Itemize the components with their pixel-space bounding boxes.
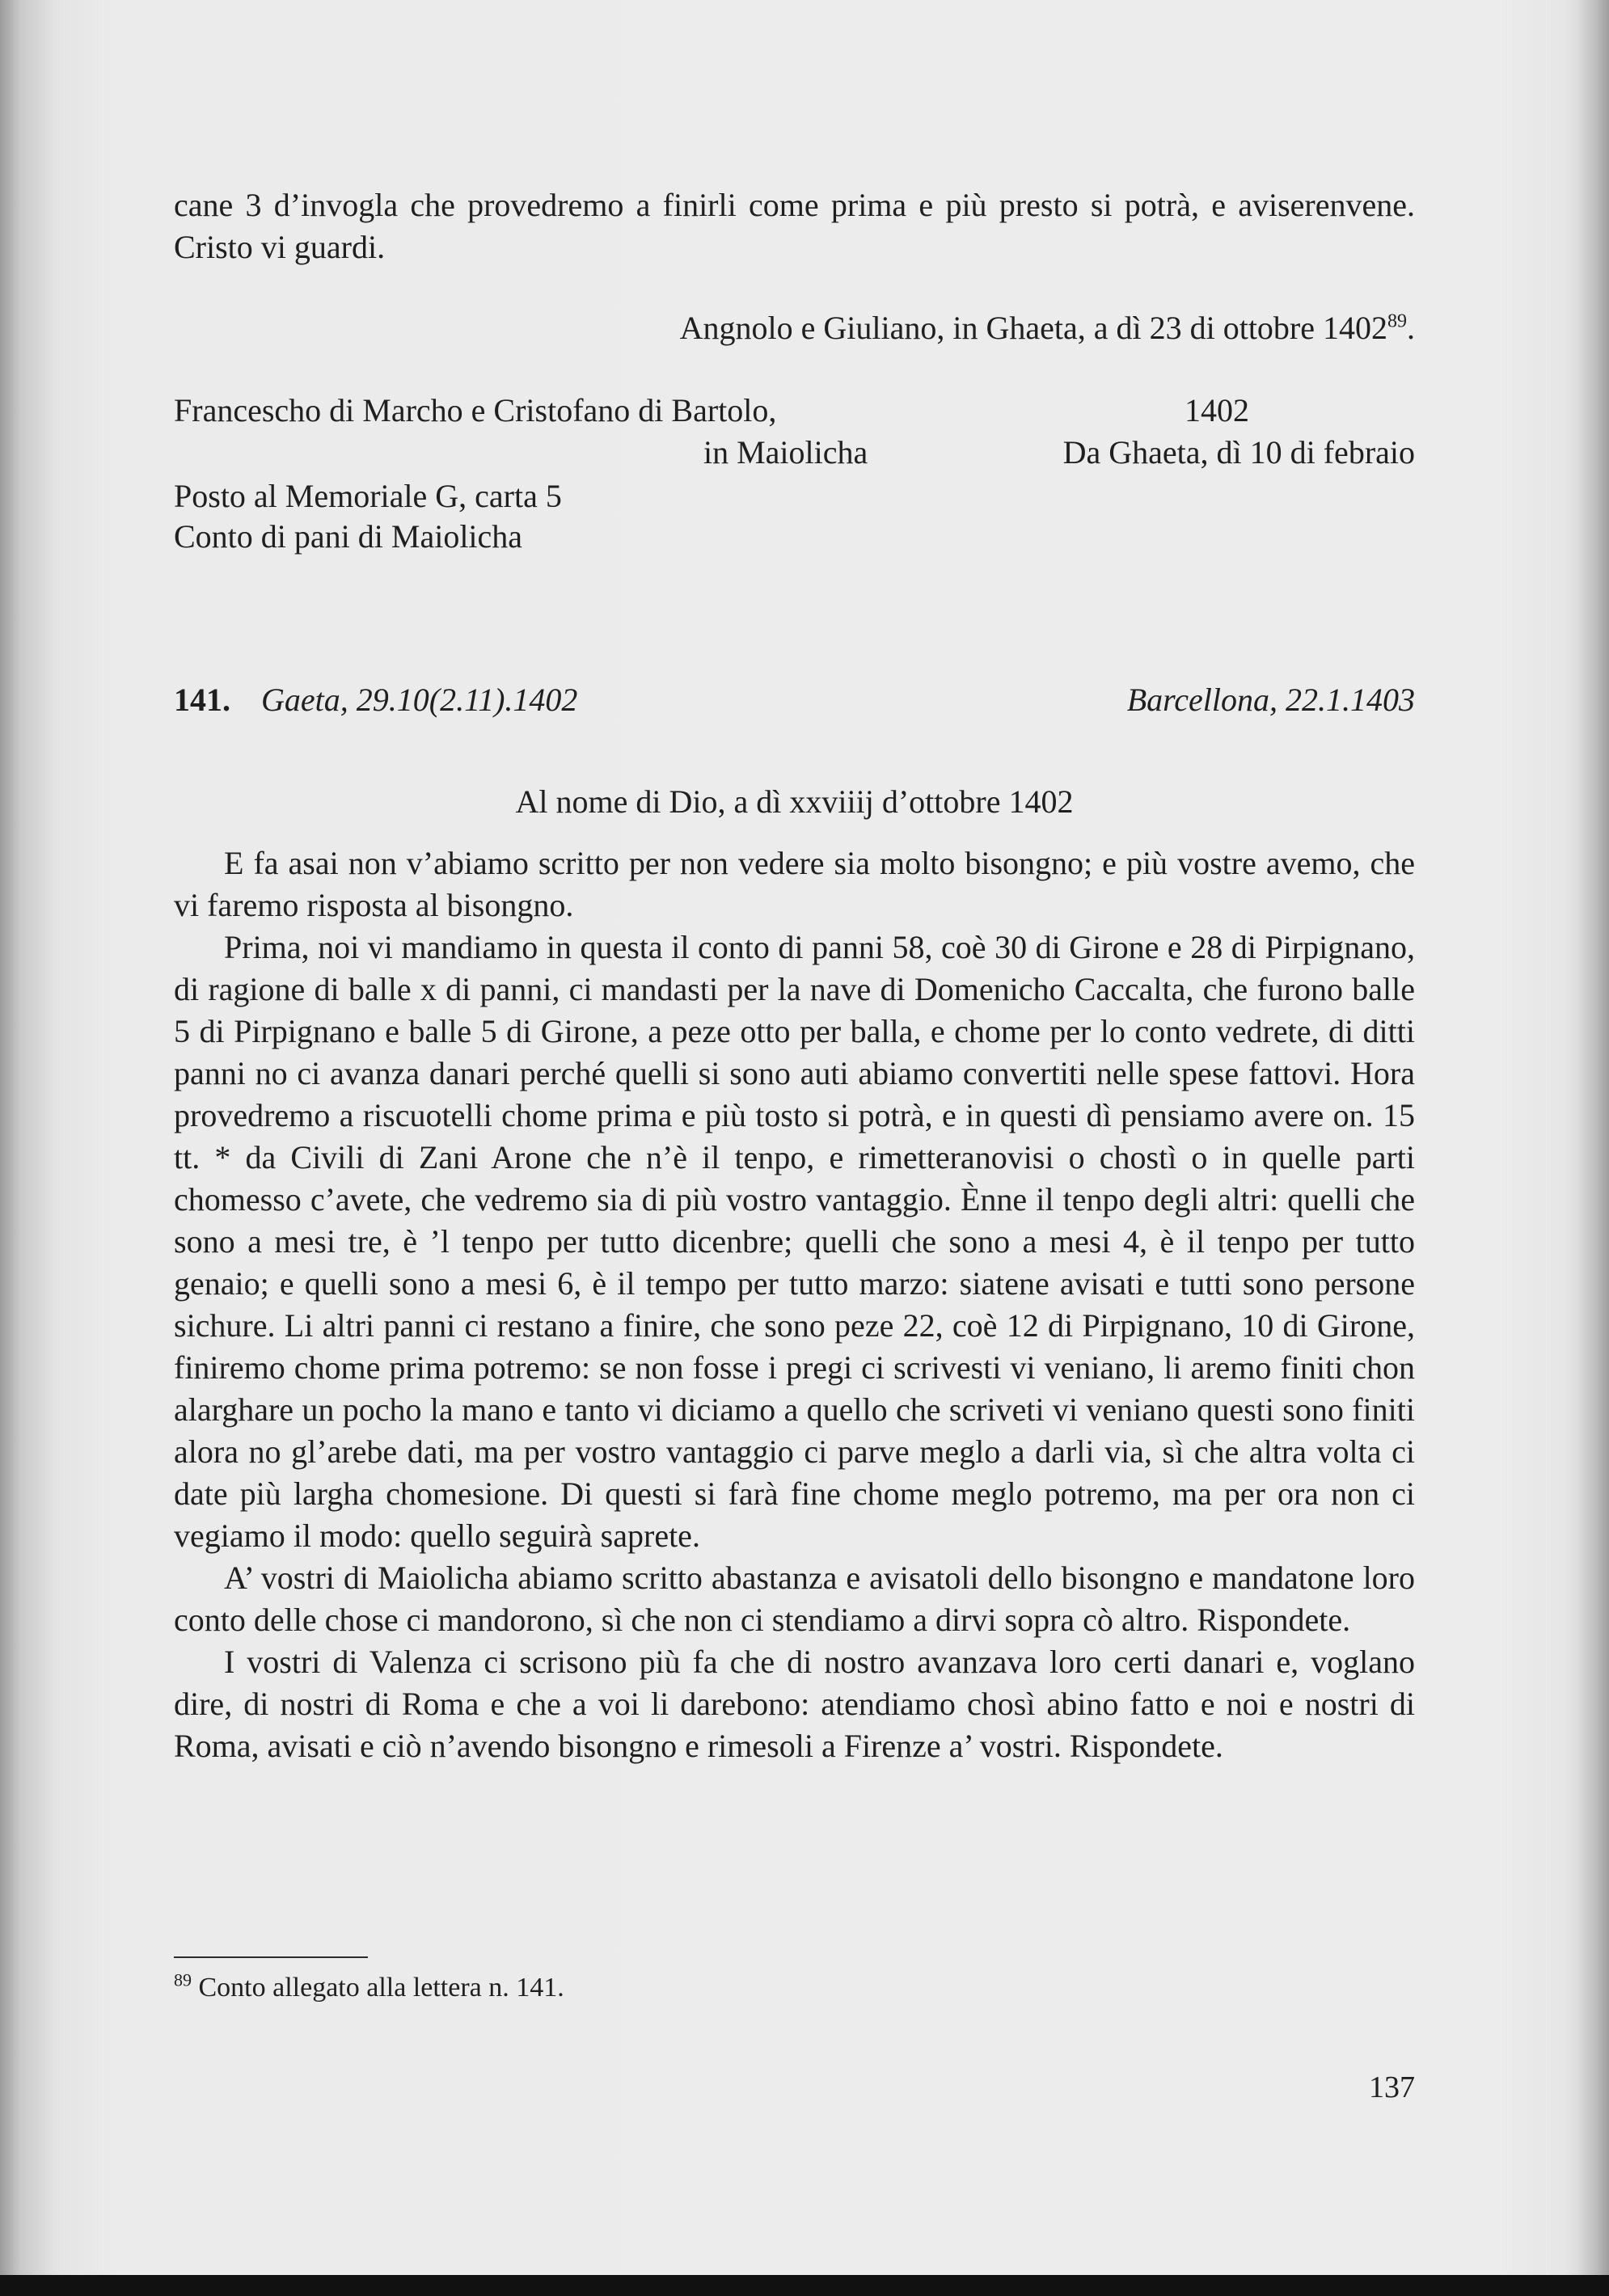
address-recipient: Francescho di Marcho e Cristofano di Bartolo,: [174, 392, 777, 428]
letter-number: 141.: [174, 682, 230, 718]
account-line: Conto di pani di Maiolicha: [174, 518, 523, 555]
signature: Angnolo e Giuliano, in Ghaeta, a dì 23 di ottobre 1402: [679, 310, 1387, 346]
footnote-ref: 89: [1387, 310, 1407, 332]
address-origin: Da Ghaeta, dì 10 di febraio: [1062, 434, 1415, 471]
letter-paragraph: A’ vostri di Maiolicha abiamo scritto abastanza e avisatoli dello bisongno e mandatone loro conto delle chose ci mandorono, sì che non ci stendiamo a dirvi sopra cò altro. Rispondete.: [174, 1560, 1415, 1638]
footnote-number: 89: [174, 1969, 192, 1990]
footnote-text: Conto allegato alla lettera n. 141.: [198, 1973, 564, 2003]
memo-line: Posto al Memoriale G, carta 5: [174, 478, 562, 514]
letter-body: [174, 842, 1415, 1767]
opening-paragraph: [174, 184, 1415, 268]
page-number: 137: [1369, 2070, 1415, 2104]
letter-destination: Barcellona, 22.1.1403: [1126, 682, 1415, 718]
letter-paragraph: I vostri di Valenza ci scrisono più fa che di nostro avanzava loro certi danari e, voglano dire, di nostri di Roma e che a voi li darebono: atendiamo chosì abino fatto e noi e nostri di Roma, avisati e ciò n’avendo bisongno e rimesoli a Firenze a’ vostri. Rispondete.: [174, 1644, 1415, 1764]
address-year: 1402: [1185, 392, 1249, 428]
scan-bottom-edge: [0, 2275, 1609, 2296]
letter-heading: Al nome di Dio, a dì xxviiij d’ottobre 1402: [515, 783, 1074, 820]
page-fold-shadow: [1577, 0, 1609, 2296]
opening-line-1: cane 3 d’invogla che provedremo a finirli come prima e più presto si potrà, e aviserenvene.: [174, 187, 1415, 223]
footnote: [174, 1969, 564, 2003]
address-recipient-place: in Maiolicha: [703, 434, 868, 471]
letter-paragraph: E fa asai non v’abiamo scritto per non vedere sia molto bisongno; e più vostre avemo, che vi faremo risposta al bisongno.: [174, 845, 1415, 923]
letter-paragraph: Prima, noi vi mandiamo in questa il conto di panni 58, coè 30 di Girone e 28 di Pirpignano, di ragione di balle x di panni, ci mandasti per la nave di Domenicho Caccalta, che furono balle 5 di Pirpignano e balle 5 di Girone, a peze otto per balla, e chome per lo conto vedrete, di ditti panni no ci avanza danari perché quelli si sono auti abiamo convertiti nelle spese fattovi. Hora provedremo a riscuotelli chome prima e più tosto si potrà, e in questi dì pensiamo avere on. 15 tt. * da Civili di Zani Arone che n’è il tenpo, e rimetteranovisi o chostì o in quelle parti chomesso c’avete, che vedremo sia di più vostro vantaggio. Ènne il tenpo degli altri: quelli che sono a mesi tre, è ’l tenpo per tutto dicenbre; quelli che sono a mesi 4, è il tenpo per tutto genaio; e quelli sono a mesi 6, è il tempo per tutto marzo: siatene avisati e tutti sono persone sichure. Li altri panni ci restano a finire, che sono peze 22, coè 12 di Pirpignano, 10 di Girone, finiremo chome prima potremo: se non fosse i pregi ci scrivesti vi veniano, li aremo finiti chon alarghare un pocho la mano e tanto vi diciamo a quello che scriveti vi veniano questi sono finiti alora no gl’arebe dati, ma per vostro vantaggio ci parve meglo a darli via, sì che altra volta ci date più largha chomesione. Di questi si farà fine chome meglo potremo, ma per ora non ci vegiamo il modo: quello seguirà saprete.: [174, 929, 1415, 1554]
opening-line-2: Cristo vi guardi.: [174, 229, 386, 265]
letter-origin: Gaeta, 29.10(2.11).1402: [261, 682, 578, 718]
signature-line: Angnolo e Giuliano, in Ghaeta, a dì 23 di ottobre 1402$^{89}$.: [679, 310, 1415, 346]
footnote-divider: [174, 1956, 368, 1958]
